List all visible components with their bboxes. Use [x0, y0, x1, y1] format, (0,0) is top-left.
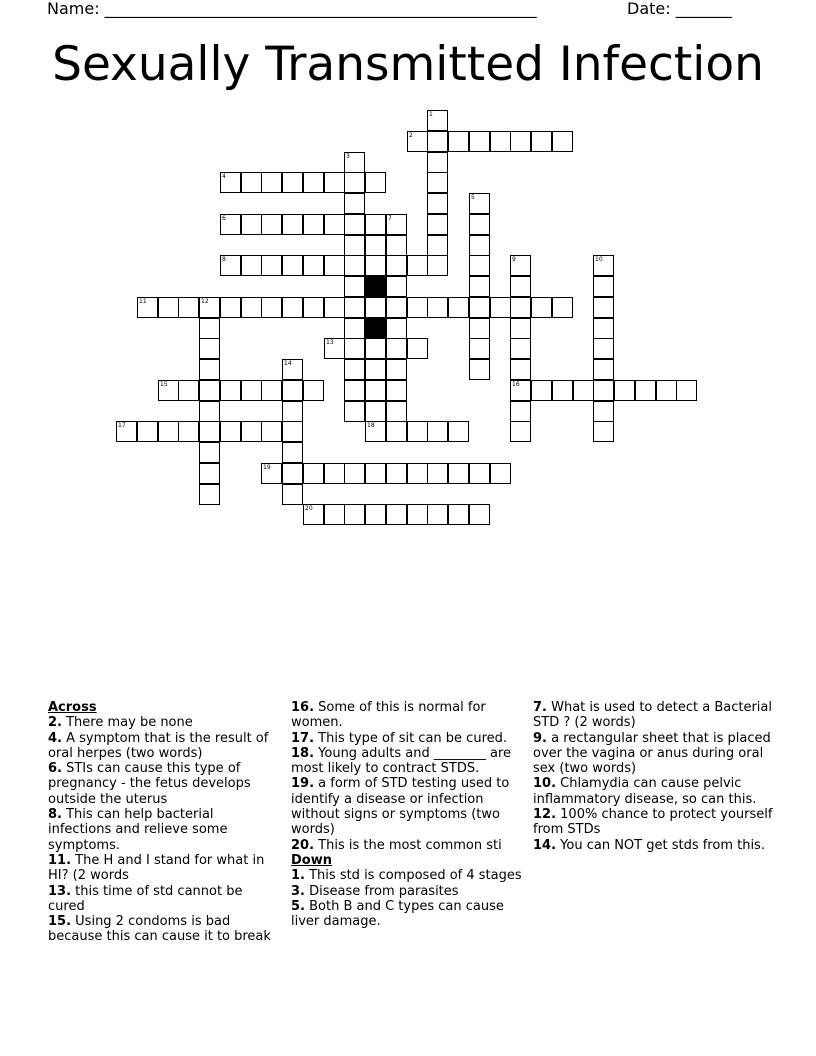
- crossword-cell[interactable]: [282, 172, 303, 193]
- crossword-cell[interactable]: [510, 297, 531, 318]
- crossword-cell[interactable]: [469, 504, 490, 525]
- down-clue: [291, 899, 523, 930]
- crossword-cell[interactable]: [344, 359, 365, 380]
- clue-number: 4: [222, 173, 226, 180]
- clue-column-1: [48, 700, 280, 945]
- crossword-cell[interactable]: [365, 421, 386, 442]
- crossword-cell[interactable]: [593, 338, 614, 359]
- crossword-cell[interactable]: [407, 338, 428, 359]
- crossword-cell[interactable]: [365, 401, 386, 422]
- crossword-cell[interactable]: [490, 463, 511, 484]
- crossword-cell[interactable]: [261, 172, 282, 193]
- crossword-cell[interactable]: [303, 297, 324, 318]
- crossword-cell[interactable]: [365, 235, 386, 256]
- crossword-cell[interactable]: [261, 255, 282, 276]
- crossword-cell[interactable]: [448, 504, 469, 525]
- crossword-cell[interactable]: [407, 421, 428, 442]
- crossword-cell[interactable]: [407, 504, 428, 525]
- clue-text: A symptom that is the result of oral herpes (two words): [48, 730, 269, 761]
- clue-num: 8.: [48, 807, 62, 823]
- clue-text: Some of this is normal for women.: [291, 700, 486, 731]
- crossword-cell[interactable]: [199, 463, 220, 484]
- clue-number: 9: [512, 256, 516, 263]
- crossword-cell[interactable]: [593, 255, 614, 276]
- clue-num: 14.: [533, 837, 557, 853]
- crossword-cell[interactable]: [427, 421, 448, 442]
- clue-num: 5.: [291, 898, 305, 914]
- crossword-cell[interactable]: [593, 401, 614, 422]
- crossword-cell[interactable]: [282, 380, 303, 401]
- clue-number: 8: [222, 256, 226, 263]
- crossword-cell[interactable]: [448, 421, 469, 442]
- crossword-cell[interactable]: [261, 463, 282, 484]
- crossword-cell[interactable]: [469, 214, 490, 235]
- across-clue: [291, 838, 523, 853]
- crossword-cell[interactable]: [344, 235, 365, 256]
- crossword-cell[interactable]: [531, 131, 552, 152]
- crossword-cell[interactable]: [365, 504, 386, 525]
- crossword-cell[interactable]: [241, 255, 262, 276]
- across-clue: [48, 731, 280, 762]
- across-clue: [291, 746, 523, 777]
- clue-number: 10: [595, 256, 603, 263]
- crossword-cell[interactable]: [220, 297, 241, 318]
- clue-text: What is used to detect a Bacterial STD ? (2 words): [533, 700, 772, 731]
- crossword-cell[interactable]: [178, 380, 199, 401]
- down-clue: [533, 700, 773, 731]
- clue-number: 3: [346, 153, 350, 160]
- crossword-cell[interactable]: [178, 421, 199, 442]
- clue-num: 4.: [48, 730, 62, 746]
- across-clue: [291, 731, 523, 746]
- clue-text: This type of sit can be cured.: [314, 730, 508, 746]
- crossword-cell[interactable]: [365, 463, 386, 484]
- crossword-cell[interactable]: [324, 255, 345, 276]
- clue-num: 10.: [533, 776, 557, 792]
- crossword-cell[interactable]: [158, 421, 179, 442]
- crossword-cell[interactable]: [593, 276, 614, 297]
- crossword-cell[interactable]: [407, 131, 428, 152]
- crossword-cell[interactable]: [324, 297, 345, 318]
- crossword-cell[interactable]: [282, 401, 303, 422]
- clue-num: 6.: [48, 761, 62, 777]
- crossword-cell[interactable]: [510, 131, 531, 152]
- crossword-cell[interactable]: [593, 297, 614, 318]
- across-clue: [291, 700, 523, 731]
- crossword-cell[interactable]: [490, 297, 511, 318]
- clue-num: 1.: [291, 868, 305, 884]
- crossword-cell[interactable]: [303, 214, 324, 235]
- crossword-cell[interactable]: [282, 214, 303, 235]
- crossword-cell[interactable]: [531, 380, 552, 401]
- clue-num: 11.: [48, 852, 72, 868]
- crossword-cell[interactable]: [552, 131, 573, 152]
- crossword-cell[interactable]: [199, 318, 220, 339]
- crossword-cell[interactable]: [178, 297, 199, 318]
- down-clue: [533, 807, 773, 838]
- clue-number: 17: [118, 422, 126, 429]
- crossword-cell[interactable]: [199, 338, 220, 359]
- clue-num: 3.: [291, 883, 305, 899]
- date-field-label: Date: _______: [627, 0, 732, 18]
- crossword-cell[interactable]: [241, 297, 262, 318]
- clue-text: STIs can cause this type of pregnancy - the fetus develops outside the uterus: [48, 761, 251, 807]
- clue-text: a form of STD testing used to identify a disease or infection without signs or symptoms (two words): [291, 776, 510, 838]
- crossword-cell[interactable]: [241, 380, 262, 401]
- across-clue: [48, 853, 280, 884]
- crossword-cell[interactable]: [448, 131, 469, 152]
- crossword-cell[interactable]: [241, 172, 262, 193]
- crossword-cell[interactable]: [510, 318, 531, 339]
- crossword-cell[interactable]: [386, 255, 407, 276]
- crossword-cell[interactable]: [386, 318, 407, 339]
- crossword-cell[interactable]: [137, 297, 158, 318]
- clue-number: 18: [367, 422, 375, 429]
- crossword-cell[interactable]: [261, 297, 282, 318]
- crossword-cell[interactable]: [344, 172, 365, 193]
- crossword-cell[interactable]: [282, 463, 303, 484]
- crossword-cell[interactable]: [386, 235, 407, 256]
- across-heading: Across: [48, 700, 97, 715]
- crossword-cell[interactable]: [593, 318, 614, 339]
- clue-text: This is the most common sti: [314, 837, 502, 853]
- crossword-cell[interactable]: [510, 276, 531, 297]
- crossword-cell[interactable]: [303, 463, 324, 484]
- crossword-cell[interactable]: [303, 172, 324, 193]
- clue-num: 20.: [291, 837, 315, 853]
- crossword-cell[interactable]: [386, 380, 407, 401]
- crossword-cell[interactable]: [656, 380, 677, 401]
- crossword-cell[interactable]: [531, 297, 552, 318]
- crossword-cell[interactable]: [220, 380, 241, 401]
- crossword-cell[interactable]: [386, 421, 407, 442]
- clue-text: Chlamydia can cause pelvic inflammatory disease, so can this.: [533, 776, 757, 807]
- clue-number: 2: [409, 132, 413, 139]
- crossword-cell[interactable]: [635, 380, 656, 401]
- crossword-cell[interactable]: [386, 338, 407, 359]
- crossword-cell[interactable]: [365, 297, 386, 318]
- crossword-cell[interactable]: [552, 297, 573, 318]
- crossword-cell[interactable]: [199, 421, 220, 442]
- crossword-cell[interactable]: [137, 421, 158, 442]
- crossword-cell[interactable]: [199, 359, 220, 380]
- crossword-cell[interactable]: [324, 338, 345, 359]
- clue-text: a rectangular sheet that is placed over the vagina or anus during oral sex (two words): [533, 730, 771, 777]
- crossword-cell[interactable]: [344, 380, 365, 401]
- down-clue: [533, 776, 773, 807]
- crossword-cell[interactable]: [510, 359, 531, 380]
- clue-text: This std is composed of 4 stages: [304, 868, 522, 884]
- clue-number: 16: [512, 381, 520, 388]
- crossword-cell[interactable]: [490, 131, 511, 152]
- crossword-cell[interactable]: [448, 463, 469, 484]
- crossword-cell[interactable]: [199, 401, 220, 422]
- crossword-cell[interactable]: [427, 255, 448, 276]
- crossword-cell[interactable]: [386, 297, 407, 318]
- clue-text: There may be none: [61, 715, 193, 731]
- crossword-cell[interactable]: [469, 463, 490, 484]
- crossword-cell[interactable]: [261, 214, 282, 235]
- name-field-label: Name: ______________________________________________________: [47, 0, 537, 18]
- clue-num: 18.: [291, 745, 315, 761]
- clue-number: 13: [326, 339, 334, 346]
- crossword-cell[interactable]: [241, 214, 262, 235]
- crossword-cell[interactable]: [220, 214, 241, 235]
- crossword-cell[interactable]: [365, 172, 386, 193]
- clue-text: Both B and C types can cause liver damage.: [291, 898, 504, 930]
- clue-text: The H and I stand for what in HI? (2 words: [48, 852, 265, 884]
- crossword-cell[interactable]: [220, 172, 241, 193]
- crossword-cell[interactable]: [427, 172, 448, 193]
- down-clue: [291, 884, 523, 899]
- crossword-cell[interactable]: [365, 255, 386, 276]
- clue-text: Disease from parasites: [304, 883, 459, 899]
- crossword-cell[interactable]: [344, 297, 365, 318]
- crossword-cell[interactable]: [282, 484, 303, 505]
- clue-num: 13.: [48, 883, 72, 899]
- crossword-cell[interactable]: [593, 421, 614, 442]
- across-clue: [48, 914, 280, 945]
- crossword-cell[interactable]: [469, 255, 490, 276]
- crossword-cell[interactable]: [199, 297, 220, 318]
- crossword-cell[interactable]: [303, 504, 324, 525]
- crossword-cell[interactable]: [407, 463, 428, 484]
- clue-text: You can NOT get stds from this.: [556, 837, 765, 853]
- crossword-cell[interactable]: [344, 214, 365, 235]
- crossword-cell[interactable]: [407, 255, 428, 276]
- clue-number: 7: [388, 215, 392, 222]
- crossword-cell[interactable]: [282, 421, 303, 442]
- crossword-cell[interactable]: [427, 193, 448, 214]
- crossword-cell[interactable]: [469, 131, 490, 152]
- clue-text: 100% chance to protect yourself from STDs: [533, 807, 773, 838]
- crossword-cell[interactable]: [386, 276, 407, 297]
- down-heading: Down: [291, 852, 332, 868]
- crossword-cell[interactable]: [344, 338, 365, 359]
- down-clue: [291, 868, 523, 883]
- crossword-cell[interactable]: [469, 193, 490, 214]
- crossword-cell[interactable]: [427, 131, 448, 152]
- down-clue: [533, 731, 773, 777]
- clue-text: this time of std cannot be cured: [48, 883, 243, 914]
- crossword-cell[interactable]: [199, 484, 220, 505]
- clue-num: 19.: [291, 776, 315, 792]
- clue-number: 14: [284, 360, 292, 367]
- crossword-cell[interactable]: [427, 235, 448, 256]
- crossword-cell[interactable]: [282, 359, 303, 380]
- across-clue: [48, 884, 280, 915]
- crossword-cell[interactable]: [510, 380, 531, 401]
- across-clue: [291, 776, 523, 837]
- crossword-cell[interactable]: [324, 504, 345, 525]
- crossword-cell[interactable]: [158, 297, 179, 318]
- clue-num: 9.: [533, 730, 547, 746]
- clue-column-3: [533, 700, 773, 853]
- crossword-cell[interactable]: [448, 297, 469, 318]
- crossword-cell[interactable]: [386, 359, 407, 380]
- clue-number: 20: [305, 505, 313, 512]
- clue-number: 19: [263, 464, 271, 471]
- across-clue: [48, 807, 280, 853]
- crossword-cell[interactable]: [324, 214, 345, 235]
- crossword-cell[interactable]: [469, 297, 490, 318]
- clue-number: 6: [222, 215, 226, 222]
- clue-num: 17.: [291, 730, 315, 746]
- clue-text: Using 2 condoms is bad because this can cause it to break: [48, 914, 271, 945]
- crossword-cell[interactable]: [344, 318, 365, 339]
- clue-num: 16.: [291, 700, 315, 715]
- crossword-cell[interactable]: [510, 401, 531, 422]
- crossword-cell[interactable]: [303, 255, 324, 276]
- crossword-cell[interactable]: [199, 380, 220, 401]
- crossword-cell[interactable]: [427, 504, 448, 525]
- crossword-cell[interactable]: [427, 152, 448, 173]
- crossword-cell[interactable]: [427, 463, 448, 484]
- across-clue: [48, 715, 280, 730]
- clue-text: This can help bacterial infections and relieve some symptoms.: [48, 807, 228, 853]
- crossword-cell[interactable]: [158, 380, 179, 401]
- clue-number: 5: [471, 194, 475, 201]
- crossword-cell[interactable]: [365, 338, 386, 359]
- crossword-cell[interactable]: [303, 380, 324, 401]
- crossword-cell[interactable]: [365, 359, 386, 380]
- crossword-cell[interactable]: [573, 380, 594, 401]
- crossword-cell[interactable]: [386, 504, 407, 525]
- crossword-cell[interactable]: [344, 255, 365, 276]
- crossword-cell[interactable]: [220, 421, 241, 442]
- crossword-cell[interactable]: [241, 421, 262, 442]
- crossword-cell[interactable]: [344, 504, 365, 525]
- crossword-cell[interactable]: [282, 442, 303, 463]
- crossword-cell[interactable]: [552, 380, 573, 401]
- crossword-cell[interactable]: [676, 380, 697, 401]
- crossword-cell[interactable]: [324, 172, 345, 193]
- crossword-cell[interactable]: [199, 442, 220, 463]
- crossword-cell[interactable]: [344, 401, 365, 422]
- page-title: Sexually Transmitted Infection: [52, 37, 764, 92]
- crossword-cell[interactable]: [282, 297, 303, 318]
- down-clue: [533, 838, 773, 853]
- crossword-cell[interactable]: [344, 276, 365, 297]
- crossword-cell[interactable]: [365, 380, 386, 401]
- clue-number: 12: [201, 298, 209, 305]
- crossword-block: [365, 276, 386, 297]
- crossword-cell[interactable]: [344, 193, 365, 214]
- crossword-cell[interactable]: [386, 463, 407, 484]
- clue-number: 15: [160, 381, 168, 388]
- crossword-cell[interactable]: [282, 255, 303, 276]
- crossword-cell[interactable]: [510, 421, 531, 442]
- crossword-cell[interactable]: [427, 110, 448, 131]
- crossword-cell[interactable]: [427, 297, 448, 318]
- crossword-cell[interactable]: [469, 338, 490, 359]
- crossword-cell[interactable]: [261, 380, 282, 401]
- crossword-cell[interactable]: [469, 276, 490, 297]
- clue-num: 2.: [48, 715, 62, 731]
- clue-number: 1: [429, 111, 433, 118]
- clue-num: 7.: [533, 700, 547, 715]
- crossword-cell[interactable]: [593, 380, 614, 401]
- crossword-cell[interactable]: [427, 214, 448, 235]
- crossword-cell[interactable]: [469, 235, 490, 256]
- crossword-cell[interactable]: [510, 338, 531, 359]
- crossword-cell[interactable]: [510, 255, 531, 276]
- clue-num: 15.: [48, 914, 72, 930]
- crossword-cell[interactable]: [593, 359, 614, 380]
- clue-text: Young adults and ________ are most likely to contract STDS.: [291, 745, 512, 777]
- crossword-cell[interactable]: [469, 318, 490, 339]
- crossword-cell[interactable]: [614, 380, 635, 401]
- across-clue: [48, 761, 280, 807]
- crossword-cell[interactable]: [407, 297, 428, 318]
- crossword-cell[interactable]: [324, 463, 345, 484]
- clue-column-2: [291, 700, 523, 929]
- clue-number: 11: [139, 298, 147, 305]
- clue-num: 12.: [533, 807, 557, 823]
- crossword-cell[interactable]: [220, 255, 241, 276]
- crossword-cell[interactable]: [386, 214, 407, 235]
- crossword-cell[interactable]: [365, 214, 386, 235]
- crossword-cell[interactable]: [386, 401, 407, 422]
- crossword-cell[interactable]: [261, 421, 282, 442]
- crossword-cell[interactable]: [344, 152, 365, 173]
- crossword-cell[interactable]: [116, 421, 137, 442]
- crossword-block: [365, 318, 386, 339]
- crossword-cell[interactable]: [344, 463, 365, 484]
- crossword-cell[interactable]: [469, 359, 490, 380]
